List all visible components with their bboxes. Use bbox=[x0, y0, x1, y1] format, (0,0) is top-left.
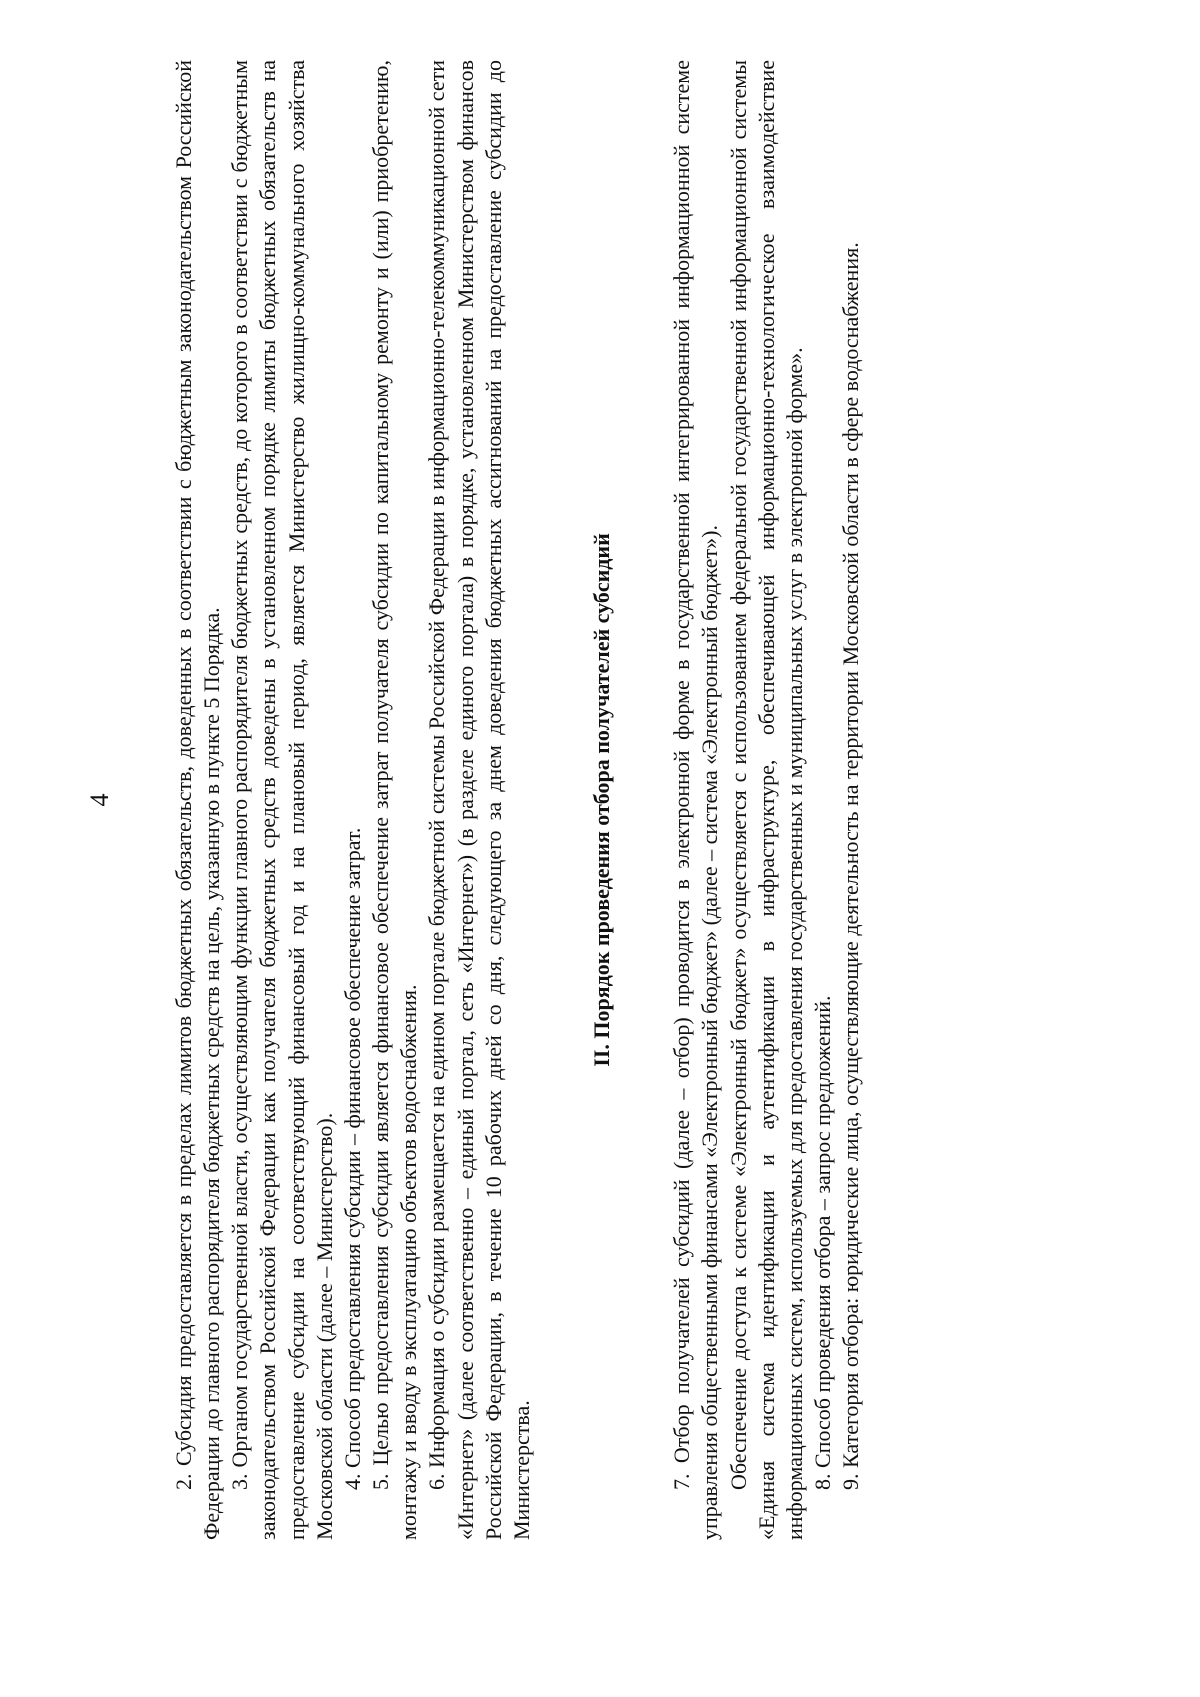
rotated-page bbox=[85, 60, 1070, 1540]
paragraph-2: 2. Субсидия предоставляется в пределах лимитов бюджетных обязательств, доведенных в соответствии с бюджетным законодательством Российской Федерации до главного распорядителя бюджетных средств на цель, указанную в пункте 5 Порядка. bbox=[171, 60, 225, 1540]
paragraph-7: 7. Отбор получателей субсидий (далее – отбор) проводится в электронной форме в государственной интегрированной информационной системе управления общественными финансами «Электронный бюджет» (далее – система «Электронный бюджет»). bbox=[669, 60, 723, 1540]
paragraph-3: 3. Органом государственной власти, осуществляющим функции главного распорядителя бюджетных средств, до которого в соответствии с бюджетным законодательством Российской Федерации как получателя бюджетных средств доведены в установленном порядке лимиты бюджетных обязательств на предоставление субсидии на соответствующий финансовый год и на плановый период, является Министерство жилищно-коммунального хозяйства Московской области (далее – Министерство). bbox=[227, 60, 337, 1540]
paragraph-7-access: Обеспечение доступа к системе «Электронный бюджет» осуществляется с использованием федеральной государственной информационной системы «Единая система идентификации и аутентификации в инфраструктуре, обеспечивающей информационно-технологическое взаимодействие информационных систем, используемых для предоставления государственных и муниципальных услуг в электронной форме». bbox=[725, 60, 807, 1540]
document-body bbox=[170, 60, 865, 1540]
paragraph-5: 5. Целью предоставления субсидии является финансовое обеспечение затрат получателя субсидии по капитальному ремонту и (или) приобретению, монтажу и вводу в эксплуатацию объектов водоснабжения. bbox=[368, 60, 422, 1540]
paragraph-9: 9. Категория отбора: юридические лица, осуществляющие деятельность на территории Московской области в сфере водоснабжения. bbox=[838, 242, 864, 1490]
paragraph-4: 4. Способ предоставления субсидии – финансовое обеспечение затрат. bbox=[339, 827, 365, 1490]
paragraph-6: 6. Информация о субсидии размещается на едином портале бюджетной системы Российской Федерации в информационно-телекоммуникационной сети «Интернет» (далее соответственно – единый портал, сеть «Интернет») (в разделе единого портала) в порядке, установленном Министерством финансов Российской Федерации, в течение 10 рабочих дней со дня, следующего за днем доведения бюджетных ассигнований на предоставление субсидии до Министерства. bbox=[424, 60, 534, 1540]
paragraph-8: 8. Способ проведения отбора – запрос предложений. bbox=[809, 995, 835, 1490]
section-heading: II. Порядок проведения отбора получателей субсидий bbox=[589, 533, 615, 1067]
page-number: 4 bbox=[85, 793, 114, 807]
